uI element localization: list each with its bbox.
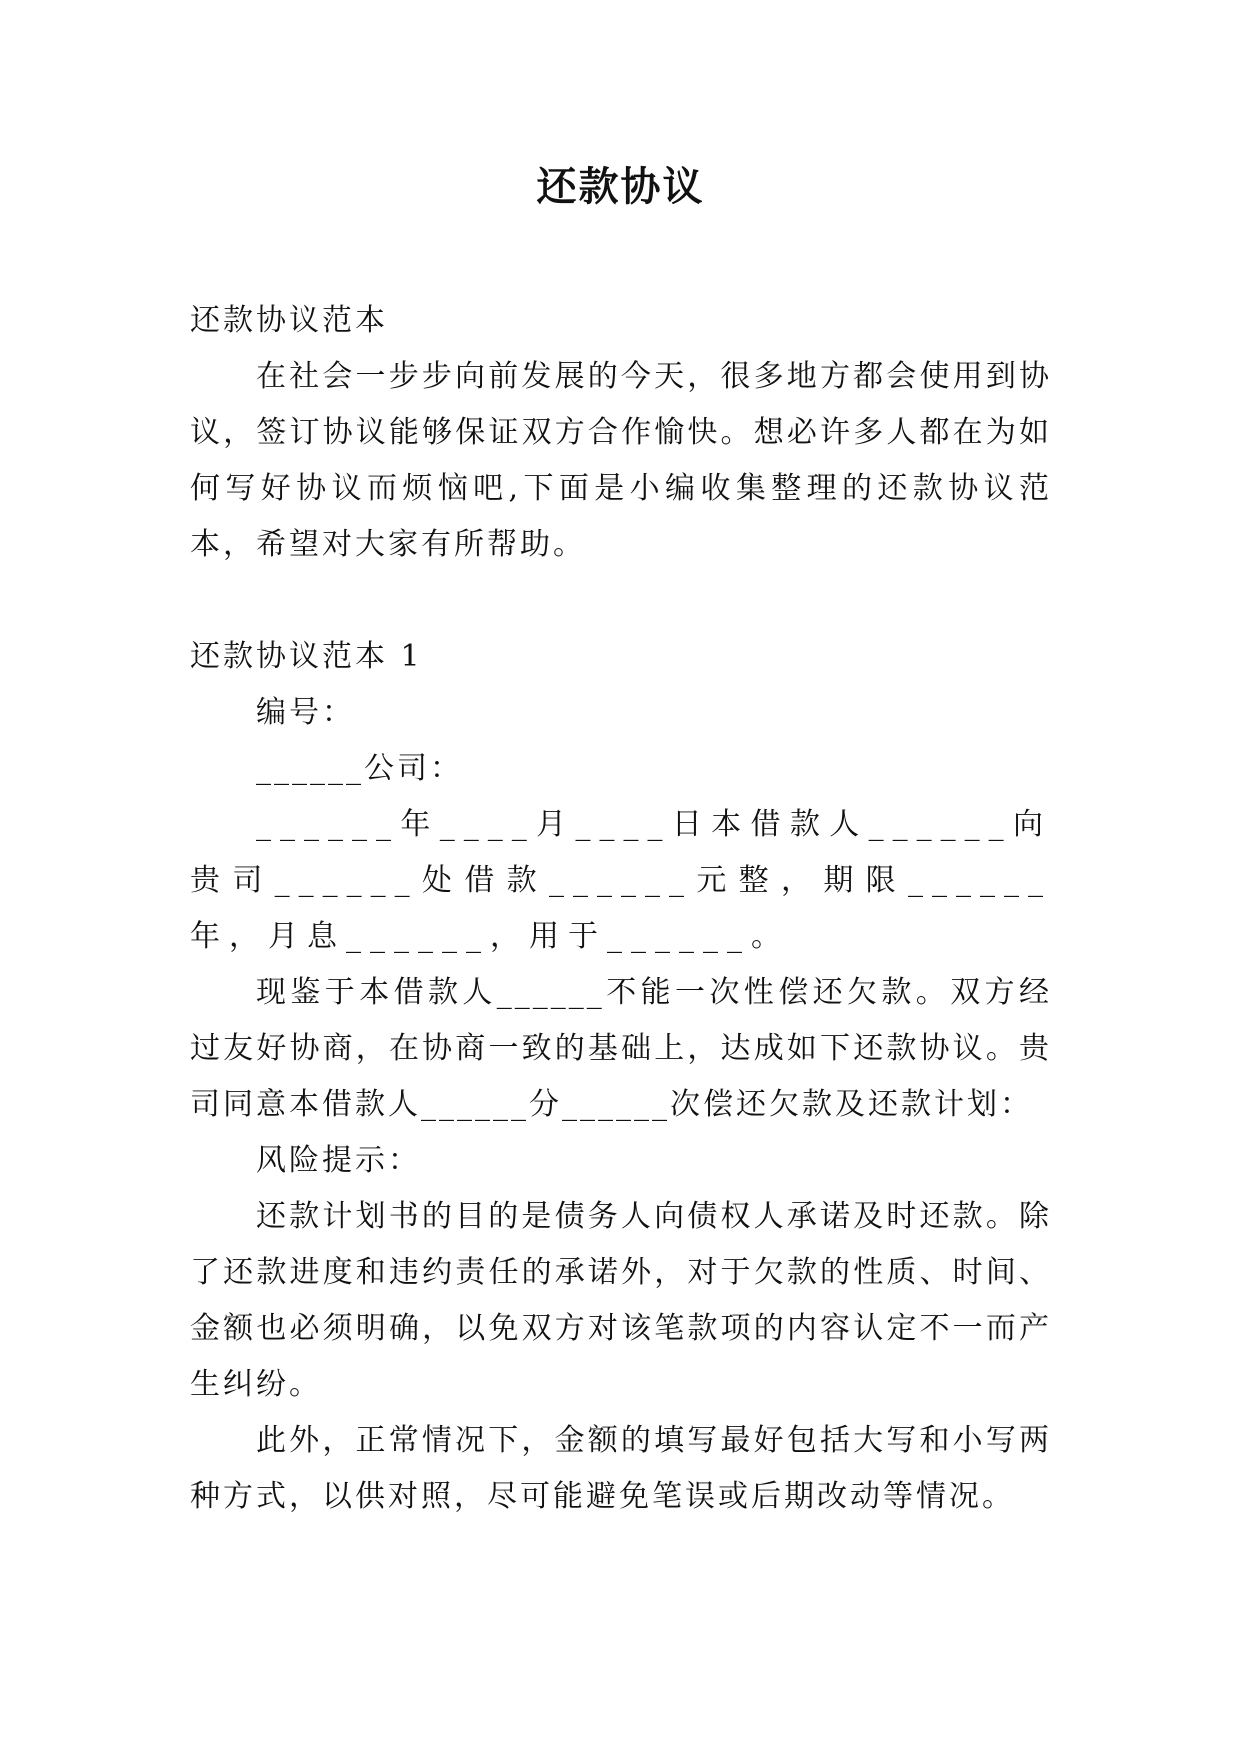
section-heading-sample-1: 还款协议范本 1 — [190, 639, 423, 674]
repayment-terms-paragraph: 现鉴于本借款人______不能一次性偿还欠款。双方经过友好协商，在协商一致的基础上，达成如下还款协议。贵司同意本借款人______分______次偿还欠款及还款计划： — [190, 975, 1052, 1122]
number-field-line: 编号： — [256, 695, 355, 730]
section-heading-sample: 还款协议范本 — [190, 303, 388, 338]
document-title: 还款协议 — [536, 163, 705, 210]
amount-notice-paragraph: 此外，正常情况下，金额的填写最好包括大写和小写两种方式，以供对照，尽可能避免笔误或后期改动等情况。 — [190, 1423, 1052, 1514]
risk-notice-heading: 风险提示： — [256, 1143, 421, 1178]
risk-notice-paragraph: 还款计划书的目的是债务人向债权人承诺及时还款。除了还款进度和违约责任的承诺外，对于欠款的性质、时间、金额也必须明确，以免双方对该笔款项的内容认定不一而产生纠纷。 — [190, 1199, 1052, 1402]
intro-paragraph: 在社会一步步向前发展的今天，很多地方都会使用到协议，签订协议能够保证双方合作愉快。想必许多人都在为如何写好协议而烦恼吧,下面是小编收集整理的还款协议范本，希望对大家有所帮助。 — [190, 359, 1052, 562]
company-field-line: ______公司： — [256, 751, 463, 786]
loan-details-paragraph: ______年____月____日本借款人______向贵司______处借款______元整，期限______年，月息______，用于______。 — [190, 807, 1052, 954]
document-body — [190, 293, 1052, 1525]
paragraph-spacer — [190, 573, 1052, 629]
